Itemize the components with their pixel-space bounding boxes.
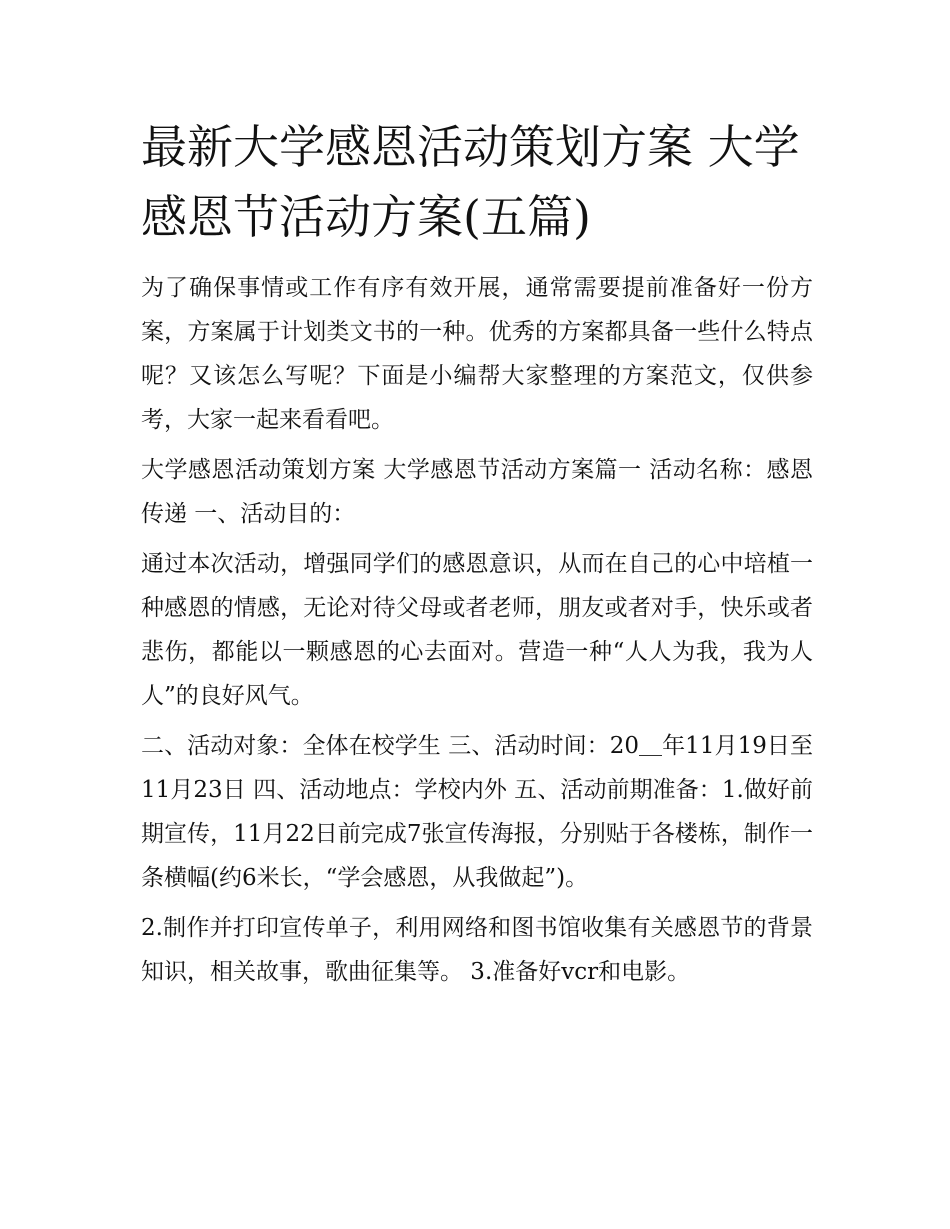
activity-name-paragraph: 大学感恩活动策划方案 大学感恩节活动方案篇一 活动名称：感恩传递 一、活动目的：	[141, 457, 813, 527]
intro-paragraph: 为了确保事情或工作有序有效开展，通常需要提前准备好一份方案，方案属于计划类文书的一种。优秀的方案都具备一些什么特点呢？又该怎么写呢？下面是小编帮大家整理的方案范文，仅供参考，大家一起来看看吧。	[141, 275, 813, 433]
activity-details-paragraph: 二、活动对象：全体在校学生 三、活动时间：20＿年11月19日至11月23日 四、活动地点：学校内外 五、活动前期准备：1.做好前期宣传，11月22日前完成7张宣传海报，分别贴于各楼栋，制作一条横幅(约6米长，“学会感恩，从我做起”)。	[141, 733, 813, 891]
document-body	[141, 112, 813, 1000]
document-title: 最新大学感恩活动策划方案 大学感恩节活动方案(五篇)	[141, 120, 800, 244]
preparation-paragraph: 2.制作并打印宣传单子，利用网络和图书馆收集有关感恩节的背景知识，相关故事，歌曲征集等。 3.准备好vcr和电影。	[141, 915, 813, 985]
activity-purpose-paragraph: 通过本次活动，增强同学们的感恩意识，从而在自己的心中培植一种感恩的情感，无论对待父母或者老师，朋友或者对手，快乐或者悲伤，都能以一颗感恩的心去面对。营造一种“人人为我，我为人人”的良好风气。	[141, 551, 813, 709]
